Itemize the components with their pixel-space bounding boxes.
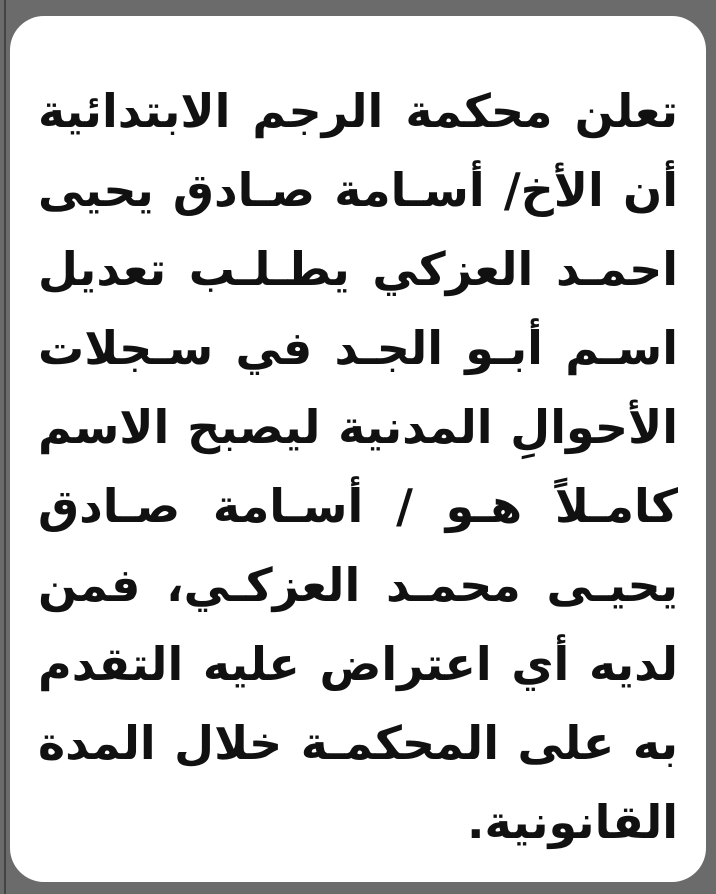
notice-line: لديه أي اعتراض عليه التقدم — [38, 637, 678, 691]
scan-edge-line — [4, 0, 6, 894]
notice-line: اسـم أبـو الجـد في سـجلات — [38, 321, 678, 375]
notice-body — [38, 72, 678, 862]
notice-line: الأحوالِ المدنية ليصبح الاسم — [38, 400, 678, 454]
notice-line: كامـلاً هـو / أسـامة صـادق — [38, 479, 678, 533]
notice-line: أن الأخ/ أسـامة صـادق يحيى — [38, 163, 678, 217]
notice-line: به على المحكمـة خلال المدة — [38, 716, 678, 770]
notice-line: يحيـى محمـد العزكـي، فمن — [38, 558, 678, 612]
notice-line: القانونية. — [467, 795, 678, 849]
notice-line: تعلن محكمة الرجم الابتدائية — [38, 84, 678, 138]
court-notice-card — [10, 16, 706, 882]
notice-line: احمـد العزكي يطـلـب تعديل — [38, 242, 678, 296]
